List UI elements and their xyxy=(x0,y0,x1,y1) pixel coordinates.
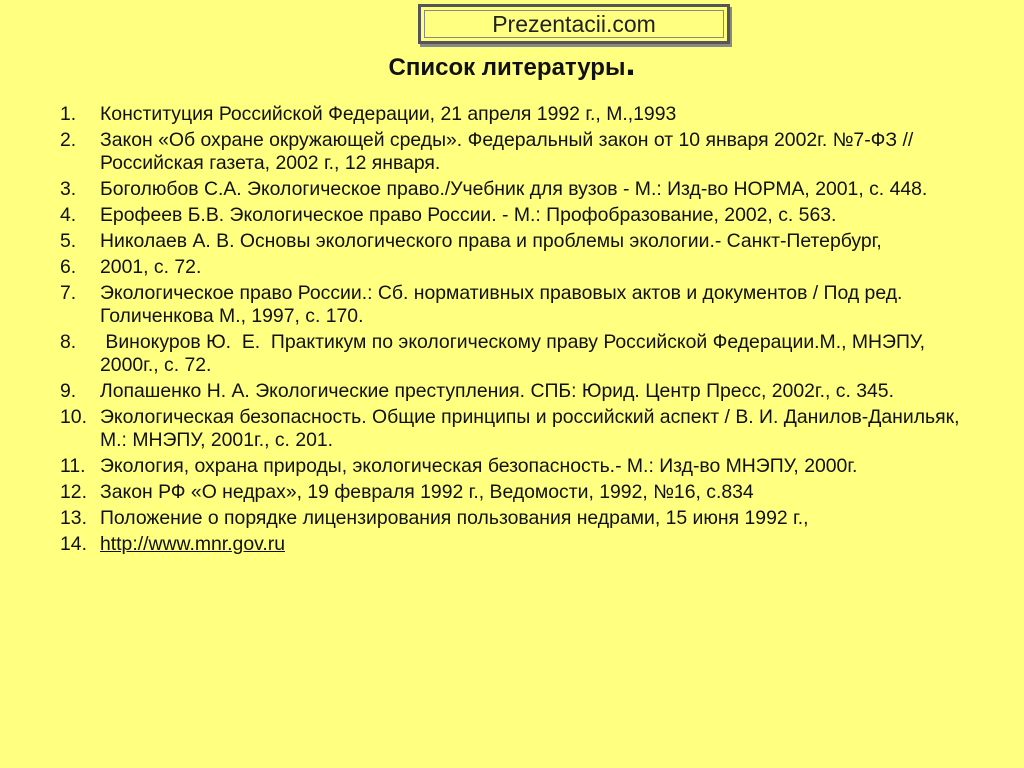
mnr-website-link[interactable]: http://www.mnr.gov.ru xyxy=(100,533,285,555)
list-item xyxy=(60,455,968,478)
item-number: 4. xyxy=(60,204,77,226)
item-number: 1. xyxy=(60,103,77,125)
item-text: Экология, охрана природы, экологическая безопасность.- М.: Изд-во МНЭПУ, 2000г. xyxy=(100,455,858,477)
list-item xyxy=(60,331,968,377)
item-number: 8. xyxy=(60,331,77,353)
item-text: Винокуров Ю. Е. Практикум по экологическому праву Российской Федерации.М., МНЭПУ, 2000г., с. 72. xyxy=(100,331,931,376)
item-text: Боголюбов С.А. Экологическое право./Учебник для вузов - М.: Изд-во НОРМА, 2001, с. 448. xyxy=(100,178,928,200)
list-item xyxy=(60,129,968,175)
list-item xyxy=(60,481,968,504)
item-number: 9. xyxy=(60,380,77,402)
item-text: Ерофеев Б.В. Экологическое право России. - М.: Профобразование, 2002, с. 563. xyxy=(100,204,837,226)
item-text: Конституция Российской Федерации, 21 апреля 1992 г., М.,1993 xyxy=(100,103,677,125)
list-item xyxy=(60,282,968,328)
item-text: Закон «Об охране окружающей среды». Федеральный закон от 10 января 2002г. №7-ФЗ //Российская газета, 2002 г., 12 января. xyxy=(100,129,914,174)
item-text: Лопашенко Н. А. Экологические преступления. СПБ: Юрид. Центр Пресс, 2002г., с. 345. xyxy=(100,380,894,402)
item-text-wrapper xyxy=(100,533,968,556)
watermark-badge xyxy=(418,4,730,44)
list-item xyxy=(60,533,968,556)
watermark-text: Prezentacii.com xyxy=(492,10,656,37)
item-number: 7. xyxy=(60,282,77,304)
item-number: 10. xyxy=(60,406,87,428)
list-item xyxy=(60,380,968,403)
item-text: Экологическая безопасность. Общие принципы и российский аспект / В. И. Данилов-Данильяк, М.: МНЭПУ, 2001г., с. 201. xyxy=(100,406,960,451)
list-item xyxy=(60,230,968,253)
list-item xyxy=(60,507,968,530)
page-title xyxy=(0,42,1024,83)
item-text: Николаев А. В. Основы экологического права и проблемы экологии.- Санкт-Петербург, xyxy=(100,230,882,252)
item-text: Положение о порядке лицензирования пользования недрами, 15 июня 1992 г., xyxy=(100,507,809,529)
item-number: 2. xyxy=(60,129,77,151)
item-number: 11. xyxy=(60,455,86,477)
title-text: Список литературы xyxy=(388,54,626,81)
item-text: Экологическое право России.: Сб. нормативных правовых актов и документов / Под ред. Голиченкова М., 1997, с. 170. xyxy=(100,282,903,327)
item-text: Закон РФ «О недрах», 19 февраля 1992 г., Ведомости, 1992, №16, с.834 xyxy=(100,481,754,503)
list-item xyxy=(60,178,968,201)
title-punctuation: . xyxy=(625,42,636,83)
list-item xyxy=(60,256,968,279)
item-number: 6. xyxy=(60,256,77,278)
item-number: 5. xyxy=(60,230,77,252)
list-item xyxy=(60,103,968,126)
list-item xyxy=(60,204,968,227)
item-number: 12. xyxy=(60,481,87,503)
list-item xyxy=(60,406,968,452)
item-number: 14. xyxy=(60,533,87,555)
item-number: 3. xyxy=(60,178,77,200)
item-number: 13. xyxy=(60,507,87,529)
item-text: 2001, с. 72. xyxy=(100,256,202,278)
bibliography-list xyxy=(60,103,968,559)
